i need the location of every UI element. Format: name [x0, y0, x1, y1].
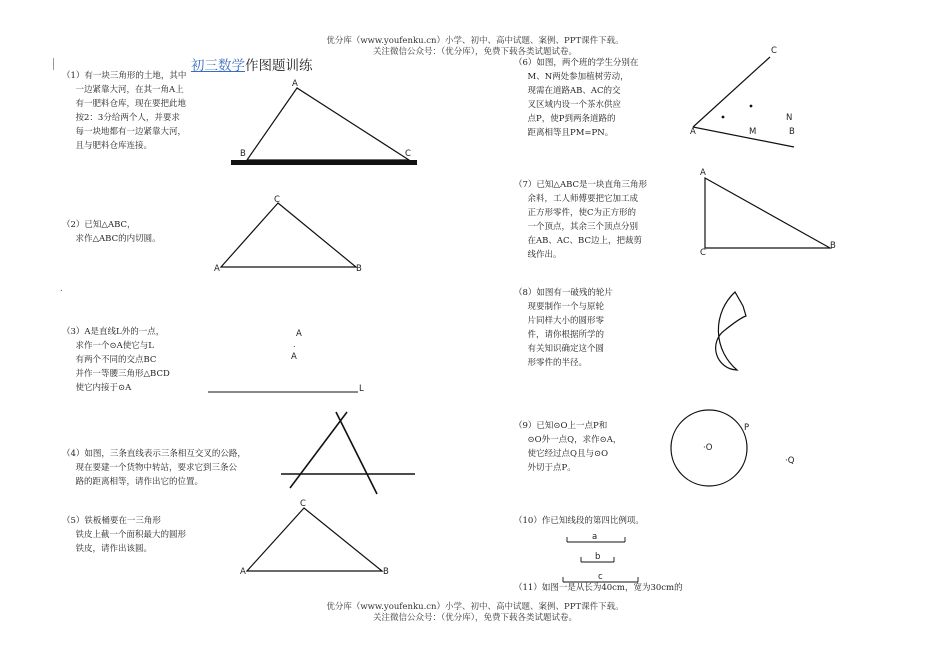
fig6-label-B: B	[789, 127, 795, 137]
fig3-point: .	[293, 340, 296, 349]
fig10-label-c: c	[598, 572, 603, 582]
fig5-label-C: C	[300, 499, 306, 509]
fig6-label-C: C	[771, 46, 777, 56]
header-line-2: 关注微信公众号：（优分库），免费下载各类试题试卷。	[372, 47, 577, 57]
fig3-label-A: A	[291, 352, 297, 362]
fig2-label-A: A	[214, 264, 220, 274]
fig5-triangle	[247, 508, 382, 571]
fig2-label-B: B	[356, 264, 362, 274]
footer-line-2: 关注微信公众号：（优分库），免费下载各类试题试卷。	[372, 613, 577, 623]
fig9-label-P: P	[744, 423, 750, 433]
fig1-triangle	[247, 88, 409, 160]
fig6-road-AC	[693, 57, 770, 127]
fig6-label-A: A	[690, 127, 696, 137]
fig4-road-1	[290, 412, 347, 488]
fig7-label-A: A	[700, 168, 706, 178]
fig1-river	[231, 160, 417, 165]
fig6-point-1	[750, 105, 752, 107]
question-9: （9）已知⊙O上一点P和 ⊙O外一点Q，求作⊙A， 使它经过点Q且与⊙O 外切于点P。	[514, 421, 622, 473]
fig1-label-A: A	[292, 79, 298, 89]
stray-dot: .	[60, 284, 63, 293]
fig5-label-B: B	[383, 567, 389, 577]
fig10-label-b: b	[595, 552, 601, 562]
fig5-label-A: A	[240, 567, 246, 577]
fig10-label-a: a	[592, 532, 598, 542]
fig2-label-C: C	[274, 195, 280, 205]
footer-line-1: 优分库（www.youfenku.cn）小学、初中、高中试题、案例、PPT课件下载。	[326, 602, 624, 612]
header-line-1: 优分库（www.youfenku.cn）小学、初中、高中试题、案例、PPT课件下载。	[326, 36, 624, 46]
question-11: （11）如图一是从长为40cm，宽为30cm的	[514, 583, 683, 593]
fig3-label-A-top: A	[296, 329, 302, 339]
fig6-point-2	[722, 116, 724, 118]
fig1-label-B: B	[240, 149, 246, 159]
fig8-broken-wheel	[716, 292, 746, 370]
title-highlight[interactable]: 初三数学	[191, 58, 245, 74]
question-5: （5）铁板桶要在一三角形 铁皮上截一个面积最大的圆形 铁皮，请作出该圆。	[62, 516, 187, 554]
question-4: （4）如图，三条直线表示三条相互交叉的公路， 现在要建一个货物中转站，要求它到三条公 路的距离相等，请作出它的位置。	[62, 449, 246, 487]
fig9-label-O: ·O	[703, 443, 713, 453]
fig4-road-2	[336, 412, 377, 494]
question-6: （6）如图，两个班的学生分别在 M、N两处参加植树劳动， 现需在道路AB、AC的交 叉区域内设一个茶水供应 点P，使P到两条道路的 距离相等且PM=PN。	[514, 58, 639, 138]
question-1: （1）有一块三角形的土地，其中 一边紧靠大河，在其一角A上 有一肥料仓库，现在要把此地 按2：3分给两个人，并要求 每一块地都有一边紧靠大河， 且与肥料仓库连接。	[62, 71, 187, 151]
question-7: （7）已知△ABC是一块直角三角形 余料，工人师傅要把它加工成 正方形零件，使C为正方形的 一个顶点，其余三个顶点分别 在AB、AC、BC边上，把裁剪 线作出。	[514, 180, 647, 260]
question-8: （8）如图有一破残的轮片 现要制作一个与原轮 片同样大小的圆形零 件，请你根据所学的 有关知识确定这个圆 形零件的半径。	[514, 288, 613, 368]
fig3-label-L: L	[359, 384, 364, 394]
title-rest: 作图题训练	[245, 58, 313, 74]
fig7-label-B: B	[830, 241, 836, 251]
fig6-label-N: N	[786, 113, 793, 123]
question-10: （10）作已知线段的第四比例项。	[514, 516, 644, 526]
fig7-triangle	[705, 178, 830, 248]
fig1-label-C: C	[405, 149, 411, 159]
fig6-label-M: M	[749, 127, 757, 137]
fig7-label-C: C	[700, 248, 706, 258]
question-2: （2）已知△ABC， 求作△ABC的内切圆。	[62, 220, 161, 244]
fig6-road-AB	[693, 127, 794, 147]
fig2-triangle	[221, 203, 356, 267]
question-3: （3）A是直线L外的一点， 求作一个⊙A使它与L 有两个不同的交点BC 并作一等腰三角形△BCD 使它内接于⊙A	[62, 327, 170, 393]
fig9-label-Q: ·Q	[785, 456, 795, 466]
